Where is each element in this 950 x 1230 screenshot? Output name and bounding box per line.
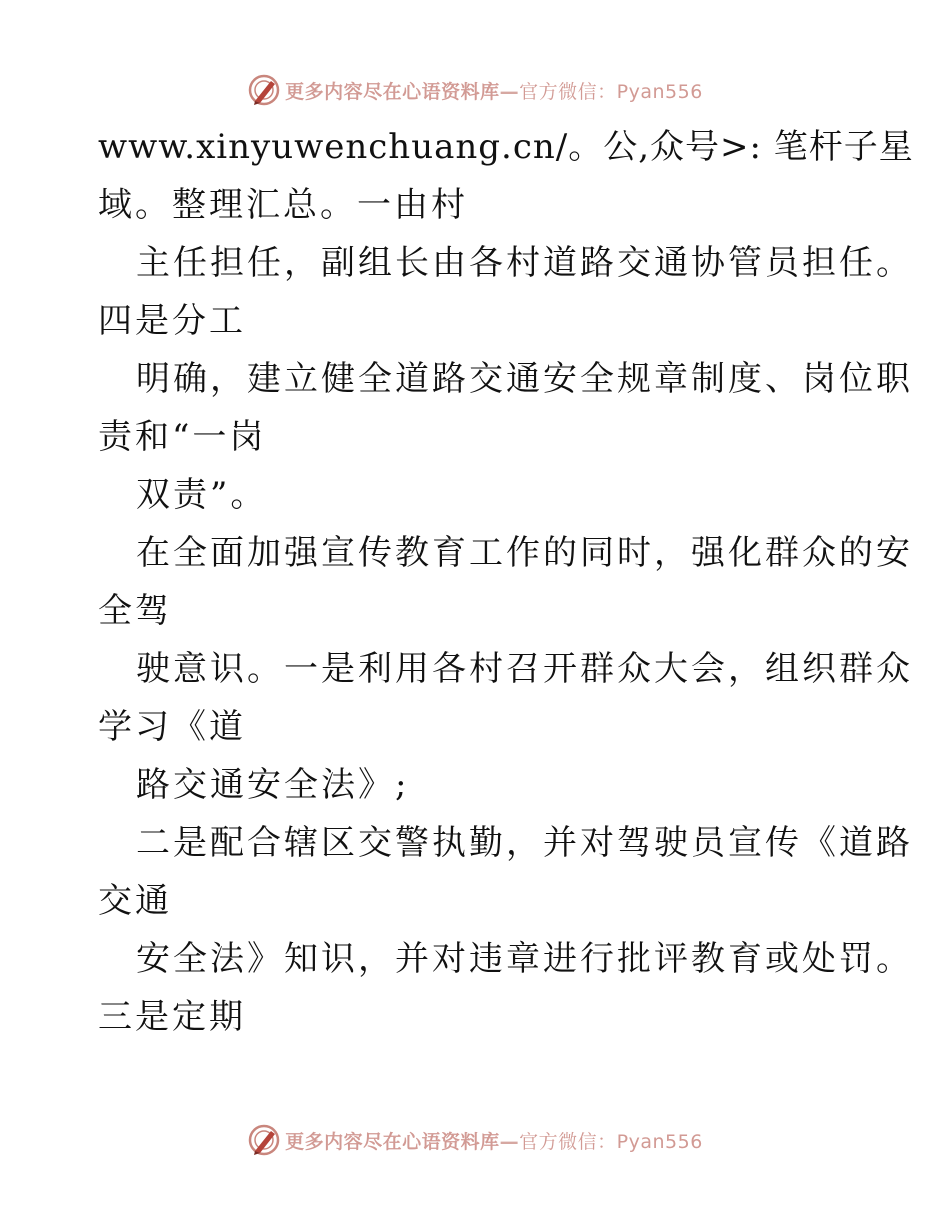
banner-separator: — bbox=[499, 1130, 520, 1153]
banner-wechat-text: 官方微信：Pyan556 bbox=[519, 1130, 703, 1153]
text-line: 双责”。 bbox=[136, 475, 268, 515]
pen-logo-icon bbox=[247, 1123, 281, 1157]
text-line: 二是配合辖区交警执勤，并对驾驶员宣传《道路 bbox=[136, 823, 913, 863]
text-line: 责和“一岗 bbox=[98, 417, 267, 457]
document-body bbox=[98, 118, 914, 1046]
header-banner bbox=[0, 70, 950, 110]
banner-wechat-text: 官方微信：Pyan556 bbox=[519, 80, 703, 103]
text-line: 交通 bbox=[98, 881, 172, 921]
banner-main-text: 更多内容尽在心语资料库 bbox=[285, 80, 500, 103]
text-line: 安全法》知识，并对违章进行批评教育或处罚。 bbox=[136, 939, 913, 979]
banner-text bbox=[285, 77, 703, 104]
text-line: 学习《道 bbox=[98, 707, 246, 747]
footer-banner bbox=[0, 1120, 950, 1160]
text-line: 在全面加强宣传教育工作的同时，强化群众的安 bbox=[136, 533, 913, 573]
pen-logo-icon bbox=[247, 73, 281, 107]
text-line: 驶意识。一是利用各村召开群众大会，组织群众 bbox=[136, 649, 913, 689]
text-line: 主任担任，副组长由各村道路交通协管员担任。 bbox=[136, 243, 913, 283]
banner-separator: — bbox=[499, 80, 520, 103]
text-line: 四是分工 bbox=[98, 301, 246, 341]
text-line: 明确，建立健全道路交通安全规章制度、岗位职 bbox=[136, 359, 913, 399]
text-line: www.xinyuwenchuang.cn/。公,众号>: 笔杆子星 bbox=[98, 127, 914, 167]
banner-main-text: 更多内容尽在心语资料库 bbox=[285, 1130, 500, 1153]
banner-text bbox=[285, 1127, 703, 1154]
text-line: 域。整理汇总。一由村 bbox=[98, 185, 468, 225]
text-line: 三是定期 bbox=[98, 997, 246, 1037]
text-line: 路交通安全法》; bbox=[136, 765, 410, 805]
text-line: 全驾 bbox=[98, 591, 172, 631]
